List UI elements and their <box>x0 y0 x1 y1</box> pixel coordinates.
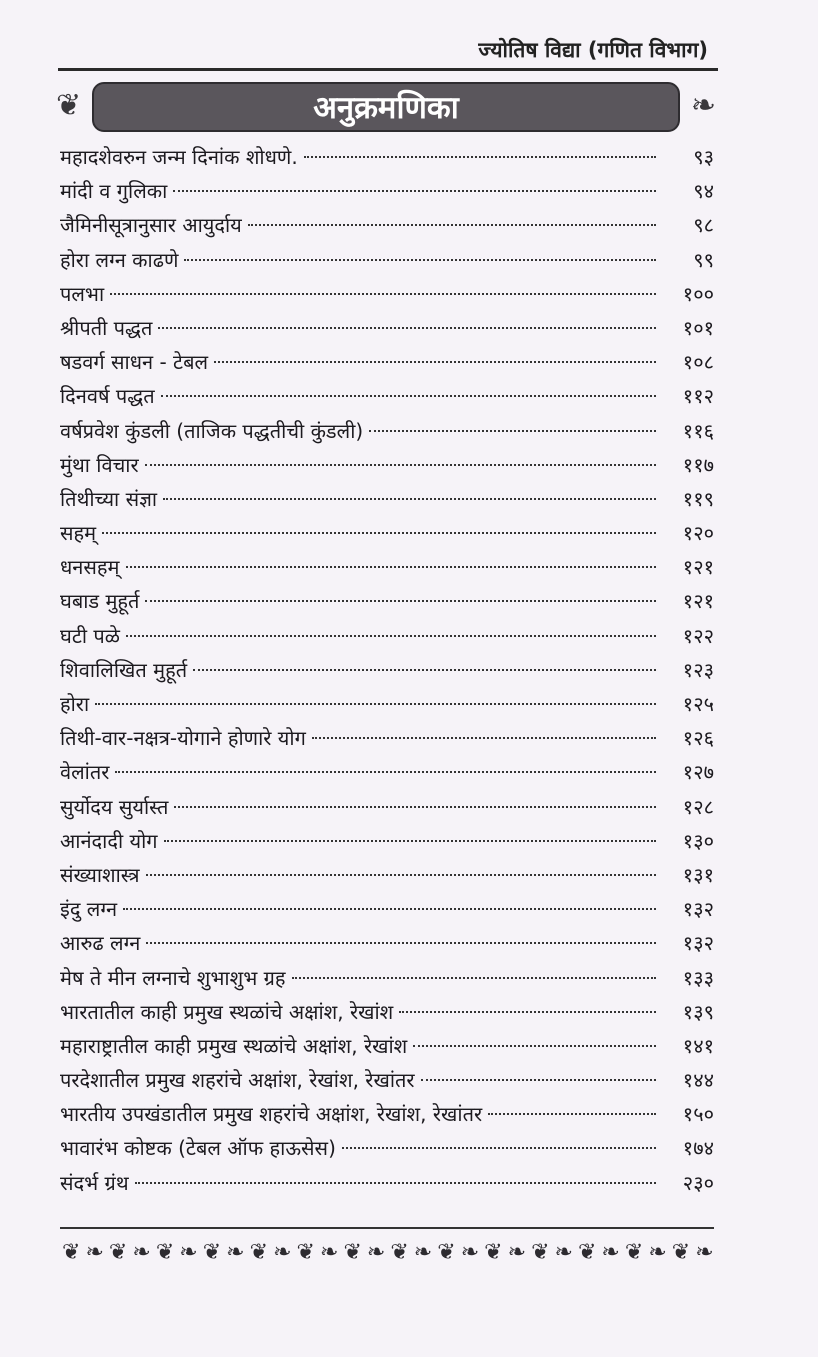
toc-entry-title: पलभा <box>60 281 105 306</box>
toc-entry-title: श्रीपती पद्धत <box>60 315 153 340</box>
toc-entry-title: आनंदादी योग <box>60 828 158 853</box>
toc-entry-title: तिथी-वार-नक्षत्र-योगाने होणारे योग <box>60 726 306 751</box>
toc-entry-page: ९९ <box>693 247 714 272</box>
toc-entry-page: २३० <box>682 1170 714 1195</box>
floral-border-icon: ❦ <box>437 1240 456 1264</box>
dot-leader <box>146 940 656 944</box>
toc-entry-page: १४४ <box>682 1068 714 1093</box>
toc-entry-page: १२० <box>682 521 714 546</box>
dot-leader <box>312 735 656 739</box>
toc-entry-title: संख्याशास्त्र <box>60 862 140 887</box>
floral-border-icon: ❧ <box>413 1240 433 1264</box>
floral-border-icon: ❧ <box>695 1240 714 1264</box>
floral-border-icon: ❧ <box>226 1240 245 1264</box>
toc-entry <box>60 550 714 584</box>
toc-entry-title: भावारंभ कोष्टक (टेबल ऑफ हाऊसेस) <box>60 1136 336 1161</box>
floral-border-icon: ❧ <box>85 1240 104 1264</box>
toc-entry <box>60 1166 714 1200</box>
dot-leader <box>115 769 656 773</box>
toc-entry-title: वेलांतर <box>60 760 110 785</box>
floral-border-icon: ❦ <box>577 1240 597 1264</box>
toc-entry-title: परदेशातील प्रमुख शहरांचे अक्षांश, रेखांश, रेखांतर <box>60 1068 415 1093</box>
toc-entry-title: आरुढ लग्न <box>60 931 141 956</box>
toc-entry-title: होरा <box>60 692 90 716</box>
toc-entry-page: १३१ <box>682 862 714 887</box>
floral-border-icon: ❦ <box>108 1240 128 1264</box>
toc-entry-page: १४१ <box>682 1033 714 1058</box>
toc-entry-page: १७४ <box>682 1136 714 1161</box>
toc-entry-title: भारतातील काही प्रमुख स्थळांचे अक्षांश, रेखांश <box>60 999 394 1024</box>
toc-entry <box>60 1063 714 1097</box>
dot-leader <box>413 1043 656 1047</box>
toc-entry <box>60 243 714 277</box>
toc-entry-page: १३० <box>682 828 714 853</box>
title-bar <box>92 82 680 132</box>
toc-entry <box>60 824 714 858</box>
toc-entry <box>60 961 714 995</box>
dot-leader <box>214 359 656 363</box>
floral-border-icon: ❧ <box>648 1240 667 1264</box>
toc-entry-page: १३३ <box>682 965 714 990</box>
dot-leader <box>304 154 656 158</box>
toc-entry-page: ९३ <box>693 145 714 169</box>
title-banner <box>56 82 716 132</box>
floral-border-icon: ❦ <box>343 1240 362 1264</box>
toc-entry-page: १२६ <box>682 726 714 751</box>
floral-border-icon: ❦ <box>484 1240 503 1264</box>
toc-entry-page: १२१ <box>682 555 714 580</box>
toc-entry-title: मांदी व गुलिका <box>60 179 168 204</box>
toc-entry <box>60 687 714 721</box>
toc-entry <box>60 482 714 516</box>
toc-entry <box>60 619 714 653</box>
toc-entry <box>60 448 714 482</box>
table-of-contents <box>60 140 714 1200</box>
dot-leader <box>146 872 656 876</box>
toc-entry-title: संदर्भ ग्रंथ <box>60 1170 129 1195</box>
floral-border-icon: ❧ <box>179 1240 198 1264</box>
floral-border-icon: ❦ <box>155 1240 175 1264</box>
toc-entry-page: ११६ <box>682 418 714 443</box>
header-rule <box>58 68 718 71</box>
toc-entry-page: १३९ <box>682 999 714 1024</box>
toc-entry-title: शिवालिखित मुहूर्त <box>60 657 188 682</box>
dot-leader <box>173 188 656 192</box>
toc-entry-page: ९८ <box>693 213 714 238</box>
floral-border-icon: ❦ <box>296 1240 315 1264</box>
floral-border-icon: ❧ <box>460 1240 480 1264</box>
toc-entry <box>60 995 714 1029</box>
dot-leader <box>145 462 656 466</box>
floral-flourish-icon: ❦ <box>56 88 82 123</box>
bottom-rule <box>60 1227 714 1229</box>
floral-border-icon: ❧ <box>507 1240 527 1264</box>
toc-entry <box>60 414 714 448</box>
dot-leader <box>95 701 656 705</box>
dot-leader <box>126 564 657 568</box>
toc-entry-page: १२१ <box>682 589 714 614</box>
floral-border-icon: ❦ <box>390 1240 409 1264</box>
toc-entry-title: भारतीय उपखंडातील प्रमुख शहरांचे अक्षांश, रेखांश, रेखांतर <box>60 1102 483 1127</box>
dot-leader <box>135 1180 656 1184</box>
toc-entry-page: १२३ <box>682 657 714 682</box>
toc-entry-title: मुंथा विचार <box>60 452 139 477</box>
toc-entry <box>60 790 714 824</box>
dot-leader <box>399 1009 656 1013</box>
dot-leader <box>164 838 656 842</box>
toc-entry-page: १२७ <box>682 760 714 785</box>
toc-entry <box>60 653 714 687</box>
dot-leader <box>342 1145 656 1149</box>
floral-border-icon <box>62 1240 714 1264</box>
toc-entry <box>60 584 714 618</box>
toc-entry <box>60 1029 714 1063</box>
toc-entry-page: १५० <box>682 1102 714 1127</box>
toc-entry-page: १३२ <box>682 931 714 956</box>
toc-entry <box>60 208 714 242</box>
toc-entry <box>60 140 714 174</box>
toc-entry-title: धनसहम् <box>60 555 120 580</box>
floral-border-icon: ❦ <box>62 1240 81 1264</box>
toc-entry-title: होरा लग्न काढणे <box>60 247 179 272</box>
toc-entry-page: ९४ <box>693 179 714 204</box>
toc-entry-title: जैमिनीसूत्रानुसार आयुर्दाय <box>60 213 242 238</box>
floral-border-icon: ❦ <box>249 1240 269 1264</box>
toc-entry-title: षडवर्ग साधन - टेबल <box>60 350 209 375</box>
floral-flourish-icon: ❧ <box>690 88 716 123</box>
toc-entry-page: १३२ <box>682 897 714 922</box>
toc-entry-page: १०८ <box>682 350 714 375</box>
dot-leader <box>421 1077 656 1081</box>
toc-entry-title: महाराष्ट्रातील काही प्रमुख स्थळांचे अक्षांश, रेखांश <box>60 1033 408 1058</box>
dot-leader <box>145 598 656 602</box>
toc-entry-title: महादशेवरुन जन्म दिनांक शोधणे. <box>60 145 298 169</box>
toc-entry-title: सुर्योदय सुर्यास्त <box>60 794 169 819</box>
dot-leader <box>488 1111 656 1115</box>
dot-leader <box>193 667 656 671</box>
floral-border-icon: ❧ <box>366 1240 386 1264</box>
dot-leader <box>174 804 656 808</box>
toc-entry-title: घबाड मुहूर्त <box>60 589 140 614</box>
toc-entry-title: वर्षप्रवेश कुंडली (ताजिक पद्धतीची कुंडली) <box>60 418 364 443</box>
toc-entry <box>60 277 714 311</box>
toc-entry-title: सहम् <box>60 521 97 546</box>
toc-entry-page: १०१ <box>682 315 714 340</box>
toc-entry <box>60 1097 714 1131</box>
floral-border-icon: ❦ <box>531 1240 550 1264</box>
toc-entry-page: १२५ <box>682 692 714 716</box>
floral-border-icon: ❦ <box>202 1240 222 1264</box>
running-header: ज्योतिष विद्या (गणित विभाग) <box>478 38 708 62</box>
toc-entry-page: ११२ <box>682 384 714 409</box>
dot-leader <box>161 393 656 397</box>
floral-border-icon: ❦ <box>671 1240 691 1264</box>
dot-leader <box>110 291 656 295</box>
toc-entry <box>60 926 714 960</box>
dot-leader <box>292 975 656 979</box>
toc-entry-title: दिनवर्ष पद्धत <box>60 384 155 409</box>
toc-entry-page: ११९ <box>682 486 714 511</box>
floral-border-icon: ❧ <box>132 1240 151 1264</box>
toc-entry-page: १२२ <box>682 623 714 648</box>
dot-leader <box>158 325 656 329</box>
toc-entry-title: इंदु लग्न <box>60 897 118 922</box>
floral-border-icon: ❦ <box>624 1240 644 1264</box>
toc-entry-title: मेष ते मीन लग्नाचे शुभाशुभ ग्रह <box>60 965 286 990</box>
dot-leader <box>369 428 656 432</box>
toc-entry-page: १२८ <box>682 794 714 819</box>
toc-entry-page: १०० <box>682 281 714 306</box>
dot-leader <box>126 633 656 637</box>
floral-border-icon: ❧ <box>554 1240 573 1264</box>
floral-border-icon: ❧ <box>273 1240 292 1264</box>
toc-entry <box>60 892 714 926</box>
toc-entry <box>60 379 714 413</box>
floral-border-icon: ❧ <box>601 1240 620 1264</box>
toc-entry-title: घटी पळे <box>60 623 120 648</box>
toc-entry <box>60 174 714 208</box>
toc-entry <box>60 1131 714 1165</box>
dot-leader <box>184 257 656 261</box>
toc-entry-title: तिथीच्या संज्ञा <box>60 486 158 511</box>
toc-entry <box>60 311 714 345</box>
dot-leader <box>102 530 656 534</box>
toc-entry <box>60 755 714 789</box>
dot-leader <box>248 222 656 226</box>
toc-entry <box>60 516 714 550</box>
toc-entry <box>60 345 714 379</box>
toc-entry <box>60 721 714 755</box>
page-title: अनुक्रमणिका <box>313 90 459 126</box>
toc-entry-page: ११७ <box>682 452 714 477</box>
dot-leader <box>123 906 656 910</box>
floral-border-icon: ❧ <box>319 1240 339 1264</box>
toc-entry <box>60 858 714 892</box>
dot-leader <box>163 496 656 500</box>
